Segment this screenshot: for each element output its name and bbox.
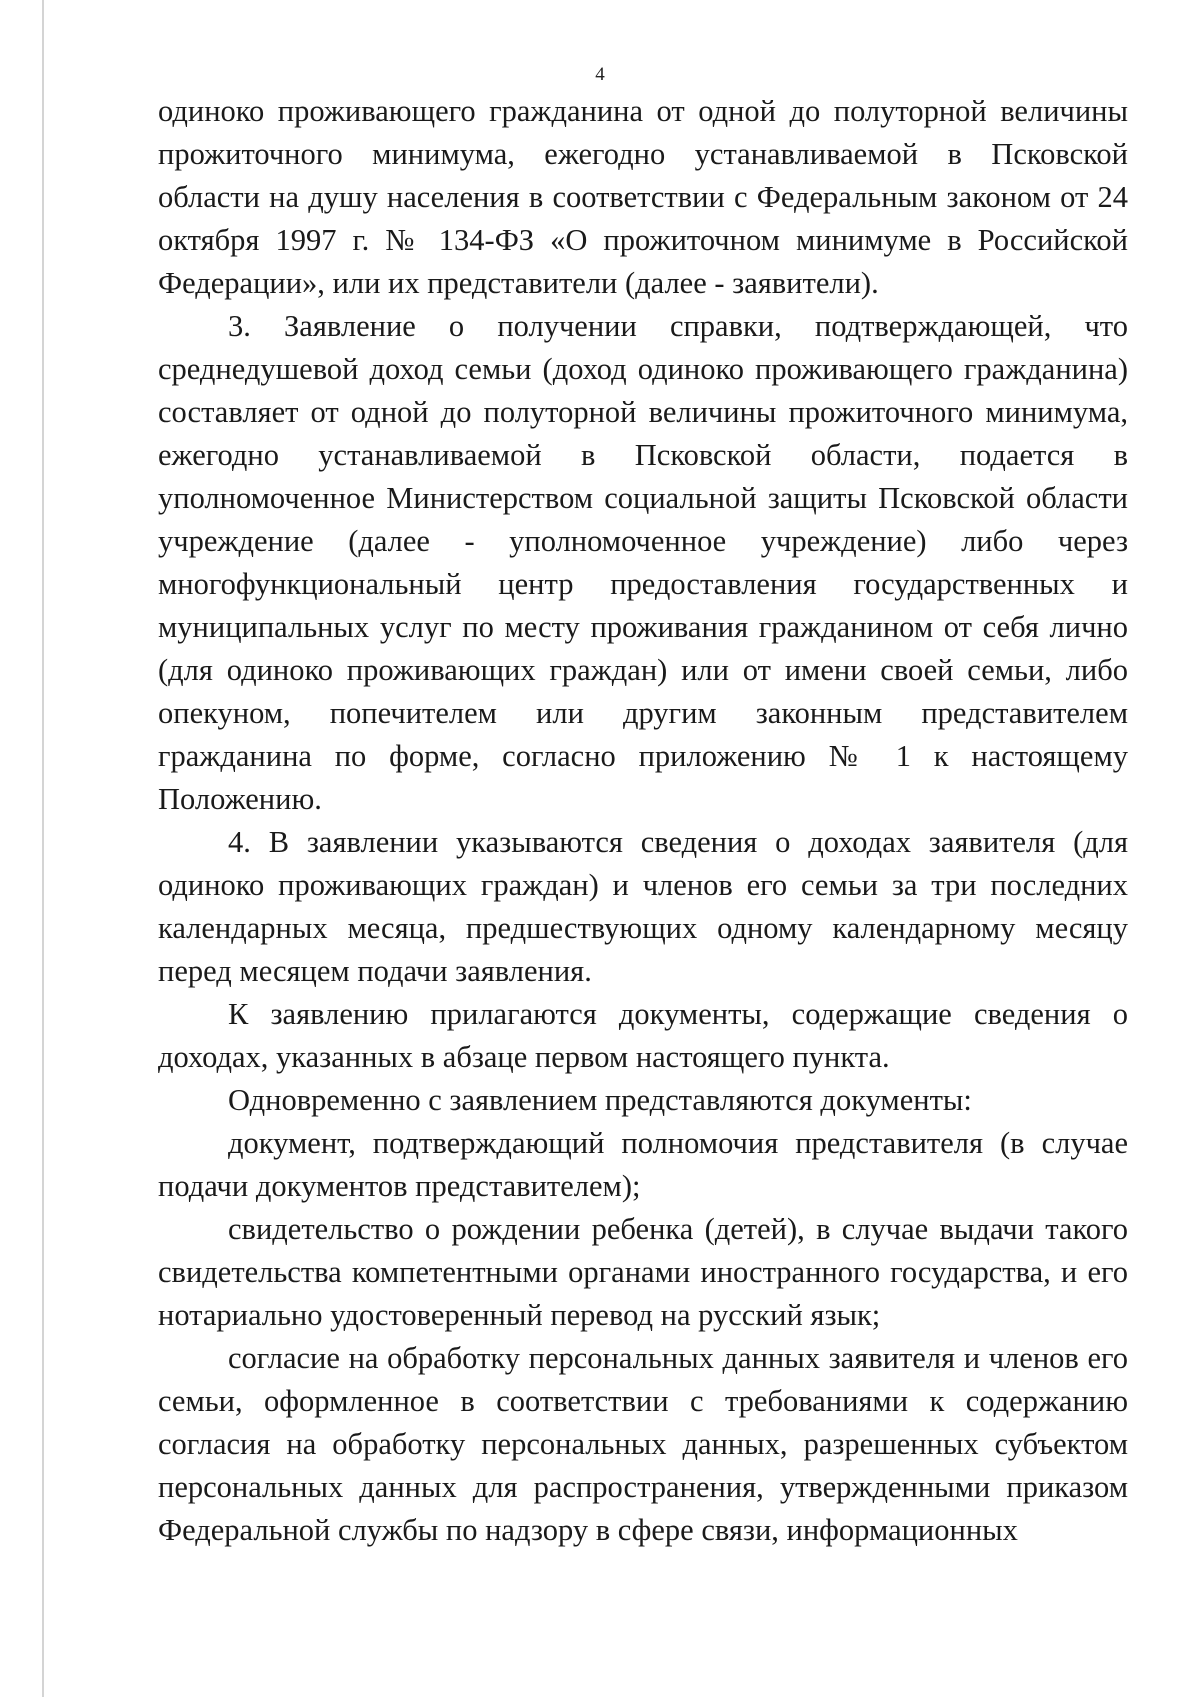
paragraph-representative-document: документ, подтверждающий полномочия представителя (в случае подачи документов представителем); (158, 1126, 1128, 1203)
paragraph-item-4: 4. В заявлении указываются сведения о доходах заявителя (для одиноко проживающих граждан) и членов его семьи за три последних календарных месяца, предшествующих одному календарному месяцу перед месяцем подачи заявления. (158, 825, 1128, 988)
paragraph-personal-data-consent: согласие на обработку персональных данных заявителя и членов его семьи, оформленное в соответствии с требованиями к содержанию согласия на обработку персональных данных, разрешенных субъектом персональных данных для распространения, утвержденными приказом Федеральной службы по надзору в сфере связи, информационных (158, 1341, 1128, 1547)
document-body (158, 90, 1128, 1552)
paragraph-item-3: 3. Заявление о получении справки, подтверждающей, что среднедушевой доход семьи (доход одиноко проживающего гражданина) составляет от одной до полуторной величины прожиточного минимума, ежегодно устанавливаемой в Псковской области, подается в уполномоченное Министерством социальной защиты Псковской области учреждение (далее - уполномоченное учреждение) либо через многофункциональный центр предоставления государственных и муниципальных услуг по месту проживания гражданином от себя лично (для одиноко проживающих граждан) или от имени своей семьи, либо опекуном, попечителем или другим законным представителем гражданина по форме, согласно приложению № 1 к настоящему Положению. (158, 309, 1128, 816)
paragraph-continuation: одиноко проживающего гражданина от одной до полуторной величины прожиточного минимума, ежегодно устанавливаемой в Псковской области на душу населения в соответствии с Федеральным законом от 24 октября 1997 г. № 134-ФЗ «О прожиточном минимуме в Российской Федерации», или их представители (далее - заявители). (158, 94, 1128, 300)
paragraph-birth-certificate: свидетельство о рождении ребенка (детей), в случае выдачи такого свидетельства компетентными органами иностранного государства, и его нотариально удостоверенный перевод на русский язык; (158, 1212, 1128, 1332)
paragraph-documents-intro: Одновременно с заявлением представляются документы: (228, 1083, 972, 1117)
scan-edge-line (42, 0, 44, 1697)
page-number: 4 (595, 64, 605, 85)
paragraph-attachments: К заявлению прилагаются документы, содержащие сведения о доходах, указанных в абзаце первом настоящего пункта. (158, 997, 1128, 1074)
